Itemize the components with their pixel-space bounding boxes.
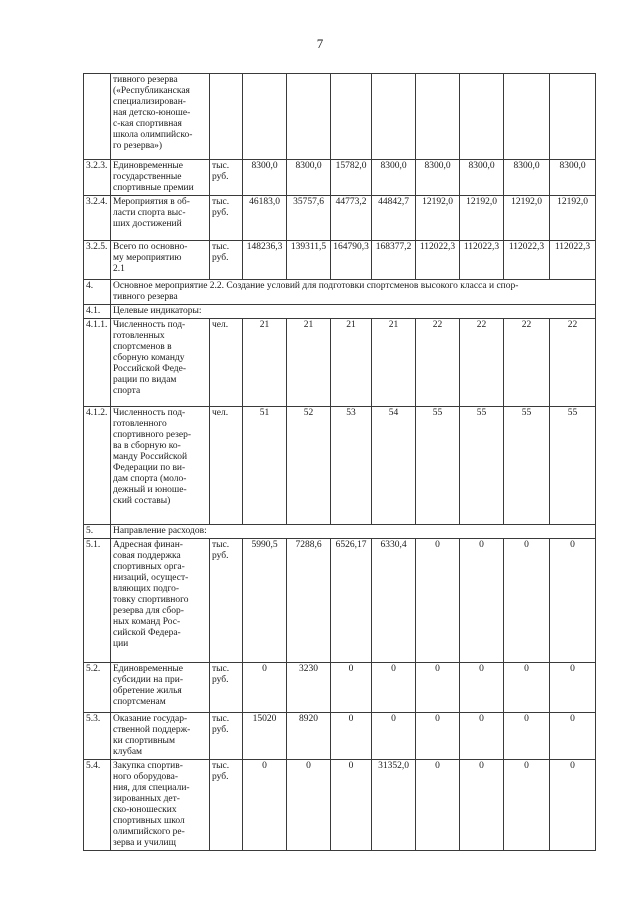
row-number-cell: 5.1.: [84, 539, 111, 663]
unit-cell: тыс. руб.: [210, 663, 243, 713]
table-row: [84, 160, 596, 196]
value-cell: 8300,0: [504, 160, 550, 196]
value-cell: 112022,3: [416, 241, 460, 280]
value-cell: 46183,0: [243, 196, 287, 241]
value-cell: [460, 74, 504, 160]
row-number-cell: 4.1.1.: [84, 319, 111, 407]
value-cell: 0: [243, 760, 287, 851]
value-cell: [287, 74, 331, 160]
value-cell: 55: [550, 407, 596, 525]
unit-cell: чел.: [210, 319, 243, 407]
unit-cell: тыс. руб.: [210, 713, 243, 760]
value-cell: 8300,0: [550, 160, 596, 196]
value-cell: 0: [550, 760, 596, 851]
item-name-cell: Закупка спортив- ного оборудова- ния, для специали- зированных дет- ско-юношеских спортивных школ олимпийского ре- зерва и училищ: [111, 760, 210, 851]
value-cell: 6526,17: [331, 539, 372, 663]
value-cell: 12192,0: [504, 196, 550, 241]
section-heading-cell: Направление расходов:: [111, 525, 596, 539]
value-cell: 112022,3: [550, 241, 596, 280]
value-cell: 12192,0: [416, 196, 460, 241]
value-cell: 0: [504, 539, 550, 663]
row-number-cell: 4.1.: [84, 305, 111, 319]
row-number-cell: 5.4.: [84, 760, 111, 851]
item-name-cell: Всего по основно- му мероприятию 2.1: [111, 241, 210, 280]
value-cell: 112022,3: [460, 241, 504, 280]
value-cell: 0: [243, 663, 287, 713]
table-row: [84, 241, 596, 280]
table-row: [84, 305, 596, 319]
table-row: [84, 74, 596, 160]
value-cell: 0: [372, 713, 416, 760]
value-cell: 8300,0: [460, 160, 504, 196]
value-cell: 3230: [287, 663, 331, 713]
value-cell: 0: [416, 713, 460, 760]
unit-cell: чел.: [210, 407, 243, 525]
item-name-cell: Численность под- готовленных спортсменов в сборную команду Российской Феде- рации по видам спорта: [111, 319, 210, 407]
item-name-cell: Мероприятия в об- ласти спорта выс- ших достижений: [111, 196, 210, 241]
value-cell: 0: [372, 663, 416, 713]
section-heading-cell: Основное мероприятие 2.2. Создание условий для подготовки спортсменов высокого класса и спор- тивного резерва: [111, 280, 596, 305]
value-cell: 148236,3: [243, 241, 287, 280]
value-cell: 0: [460, 539, 504, 663]
value-cell: 0: [550, 539, 596, 663]
value-cell: 21: [243, 319, 287, 407]
value-cell: 51: [243, 407, 287, 525]
table-row: [84, 760, 596, 851]
table-row: [84, 539, 596, 663]
value-cell: 22: [416, 319, 460, 407]
table-row: [84, 525, 596, 539]
row-number-cell: 3.2.3.: [84, 160, 111, 196]
value-cell: [243, 74, 287, 160]
value-cell: 0: [460, 663, 504, 713]
value-cell: 55: [416, 407, 460, 525]
value-cell: 15020: [243, 713, 287, 760]
value-cell: 112022,3: [504, 241, 550, 280]
page-number: 7: [316, 36, 324, 51]
item-name-cell: Численность под- готовленного спортивного резер- ва в сборную ко- манду Российской Федерации по ви- дам спорта (моло- дежный и юноше- ский составы): [111, 407, 210, 525]
value-cell: 0: [460, 713, 504, 760]
row-number-cell: 4.1.2.: [84, 407, 111, 525]
value-cell: 0: [504, 760, 550, 851]
item-name-cell: Единовременные субсидии на при- обретение жилья спортсменам: [111, 663, 210, 713]
value-cell: 0: [550, 663, 596, 713]
indicators-table: [83, 73, 596, 851]
table-row: [84, 196, 596, 241]
value-cell: 8300,0: [243, 160, 287, 196]
row-number-cell: [84, 74, 111, 160]
value-cell: 54: [372, 407, 416, 525]
value-cell: 53: [331, 407, 372, 525]
value-cell: 8920: [287, 713, 331, 760]
value-cell: 0: [460, 760, 504, 851]
value-cell: 0: [287, 760, 331, 851]
value-cell: 7288,6: [287, 539, 331, 663]
value-cell: 0: [504, 663, 550, 713]
value-cell: 35757,6: [287, 196, 331, 241]
value-cell: 55: [504, 407, 550, 525]
value-cell: 8300,0: [287, 160, 331, 196]
item-name-cell: Оказание государ- ственной поддерж- ки спортивным клубам: [111, 713, 210, 760]
item-name-cell: Адресная финан- совая поддержка спортивных орга- низаций, осущест- вляющих подго- товку спортивного резерва для сбор- ных команд Рос- сийской Федера- ции: [111, 539, 210, 663]
value-cell: 22: [460, 319, 504, 407]
value-cell: 8300,0: [416, 160, 460, 196]
value-cell: 15782,0: [331, 160, 372, 196]
row-number-cell: 3.2.4.: [84, 196, 111, 241]
value-cell: [504, 74, 550, 160]
value-cell: 139311,5: [287, 241, 331, 280]
value-cell: [372, 74, 416, 160]
table-row: [84, 713, 596, 760]
value-cell: 0: [331, 663, 372, 713]
value-cell: [550, 74, 596, 160]
unit-cell: тыс. руб.: [210, 539, 243, 663]
item-name-cell: тивного резерва («Республиканская специализирован- ная детско-юноше- с-кая спортивная школа олимпийско- го резерва»): [111, 74, 210, 160]
value-cell: 21: [331, 319, 372, 407]
section-heading-cell: Целевые индикаторы:: [111, 305, 596, 319]
value-cell: 164790,3: [331, 241, 372, 280]
table-row: [84, 663, 596, 713]
value-cell: 44773,2: [331, 196, 372, 241]
value-cell: 22: [504, 319, 550, 407]
value-cell: 52: [287, 407, 331, 525]
value-cell: 0: [416, 663, 460, 713]
row-number-cell: 5.2.: [84, 663, 111, 713]
row-number-cell: 3.2.5.: [84, 241, 111, 280]
value-cell: 5990,5: [243, 539, 287, 663]
value-cell: 22: [550, 319, 596, 407]
table-row: [84, 319, 596, 407]
value-cell: [331, 74, 372, 160]
row-number-cell: 5.3.: [84, 713, 111, 760]
value-cell: 55: [460, 407, 504, 525]
value-cell: 6330,4: [372, 539, 416, 663]
value-cell: 44842,7: [372, 196, 416, 241]
value-cell: 0: [416, 760, 460, 851]
value-cell: 168377,2: [372, 241, 416, 280]
value-cell: 21: [287, 319, 331, 407]
value-cell: 0: [504, 713, 550, 760]
table-row: [84, 280, 596, 305]
unit-cell: тыс. руб.: [210, 241, 243, 280]
value-cell: 0: [550, 713, 596, 760]
unit-cell: [210, 74, 243, 160]
value-cell: 0: [331, 760, 372, 851]
value-cell: 21: [372, 319, 416, 407]
value-cell: 8300,0: [372, 160, 416, 196]
value-cell: 12192,0: [550, 196, 596, 241]
value-cell: [416, 74, 460, 160]
item-name-cell: Единовременные государственные спортивные премии: [111, 160, 210, 196]
value-cell: 0: [416, 539, 460, 663]
unit-cell: тыс. руб.: [210, 160, 243, 196]
unit-cell: тыс. руб.: [210, 760, 243, 851]
row-number-cell: 4.: [84, 280, 111, 305]
row-number-cell: 5.: [84, 525, 111, 539]
unit-cell: тыс. руб.: [210, 196, 243, 241]
value-cell: 0: [331, 713, 372, 760]
value-cell: 31352,0: [372, 760, 416, 851]
table-row: [84, 407, 596, 525]
value-cell: 12192,0: [460, 196, 504, 241]
